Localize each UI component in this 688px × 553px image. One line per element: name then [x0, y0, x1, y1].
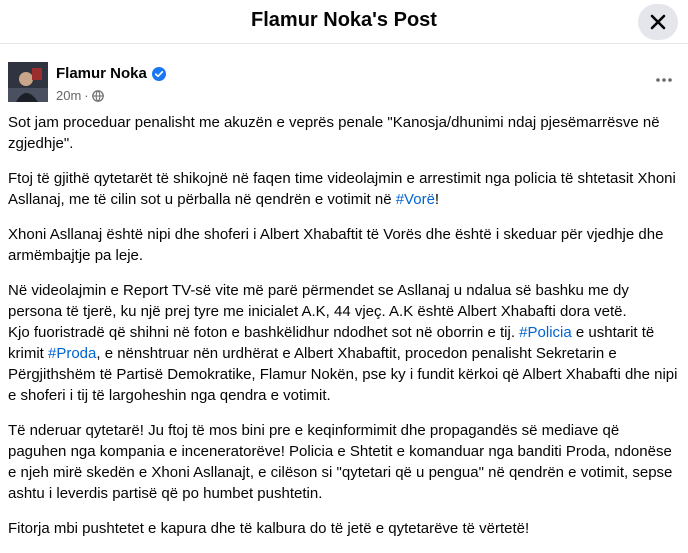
more-horizontal-icon [655, 77, 673, 83]
dialog-title: Flamur Noka's Post [251, 9, 437, 31]
hashtag-policia[interactable]: #Policia [519, 324, 572, 341]
close-button[interactable] [638, 4, 678, 40]
post-text-segment: Në videolajmin e Report TV-së vite më parë përmendet se Asllanaj u ndalua së bashku me dy persona të tjerë, ku një prej tyre me inicialet A.K, 44 vjeç. A.K është Albert Xhabafti dora vetë. [8, 282, 629, 320]
post-text-segment: ! [434, 191, 440, 208]
post-paragraph: Fitorja mbi pushtetet e kapura dhe të kalbura do të jetë e qytetarëve të vërtetë! [8, 520, 530, 537]
meta-separator: · [84, 88, 89, 103]
post-dialog-header [0, 0, 688, 44]
author-line [56, 65, 166, 82]
post-paragraph: Xhoni Asllanaj është nipi dhe shoferi i Albert Xhabaftit të Vorës dhe është i skeduar për vjedhje dhe armëmbajtje pa leje. [8, 226, 664, 264]
verified-badge-icon [152, 67, 166, 81]
post-header [8, 62, 680, 106]
hashtag-vore[interactable]: #Vorë [395, 191, 435, 208]
author-name[interactable]: Flamur Noka [56, 65, 147, 82]
post-paragraph [8, 280, 680, 406]
post-text-segment: e ushtarit të krimit [8, 324, 655, 362]
post-text-segment: Ftoj të gjithë qytetarët të shikojnë në faqen time videolajmin e arrestimit nga policia të shtetasit Xhoni Asllanaj, me të cilin sot u përballa në qendrën e votimit në [8, 170, 676, 208]
avatar[interactable] [8, 62, 48, 102]
post-text [8, 112, 680, 553]
hashtag-proda[interactable]: #Proda [48, 345, 97, 362]
globe-icon[interactable] [92, 90, 104, 102]
post-meta [56, 88, 104, 103]
more-options-button[interactable] [650, 70, 678, 90]
post-paragraph [8, 168, 680, 210]
post-paragraph: Sot jam proceduar penalisht me akuzën e veprës penale "Kanosja/dhunimi ndaj pjesëmarrësve në zgjedhje". [8, 114, 660, 152]
post-text-segment: Kjo fuoristradë që shihni në foton e bashkëlidhur ndodhet sot në oborrin e tij. [8, 324, 520, 341]
post-paragraph: Të nderuar qytetarë! Ju ftoj të mos bini pre e keqinformimit dhe propagandës së mediave që paguhen nga kompania e inceneratorëve! Policia e Shtetit e komanduar nga banditi Proda, ndonëse e njeh mirë skedën e Xhoni Asllanajt, e cilëson si "qytetari që u pengua" në qendrën e votimit, sepse ashtu i leverdis partisë që po humbet pushtetin. [8, 422, 673, 502]
post-text-segment: , e nënshtruar nën urdhërat e Albert Xhabaftit, procedon penalisht Sekretarin e Përgjithshëm të Partisë Demokratike, Flamur Nokën, pse ky i fundit kërkoi që Albert Xhabafti dhe nipi e shoferi i tij të largoheshin nga qendra e votimit. [8, 345, 678, 404]
close-icon [648, 12, 668, 32]
post-time[interactable]: 20m [56, 88, 82, 103]
